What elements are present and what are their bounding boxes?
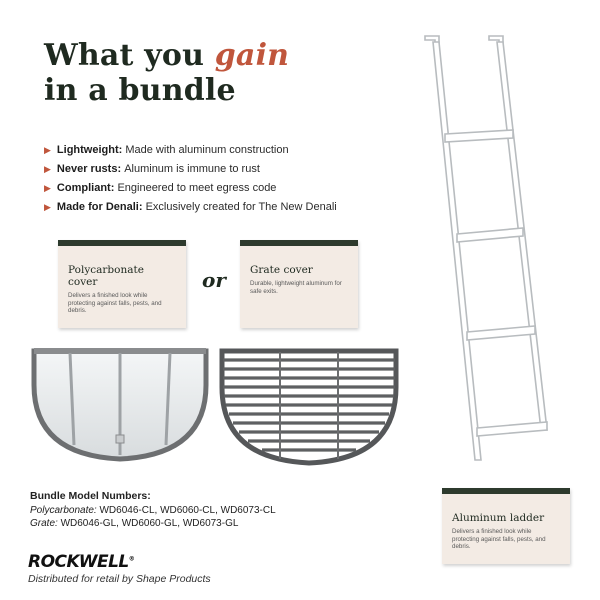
card-title: Grate cover xyxy=(250,264,313,276)
card-title: Aluminum ladder xyxy=(452,512,545,524)
polycarbonate-cover-image xyxy=(30,345,210,465)
benefit-text: Engineered to meet egress code xyxy=(117,182,277,194)
grate-card xyxy=(240,240,358,328)
polycarbonate-card xyxy=(58,240,186,328)
aluminum-ladder-card xyxy=(442,488,570,564)
triangle-bullet-icon: ▶ xyxy=(44,145,51,155)
benefit-text: Exclusively created for The New Denali xyxy=(145,201,337,213)
polycarbonate-models xyxy=(30,504,276,517)
headline-line-2: in a bundle xyxy=(44,73,236,108)
benefit-item xyxy=(44,160,337,179)
benefit-label: Never rusts: xyxy=(56,163,122,175)
headline-prefix: What you xyxy=(44,38,215,73)
card-description: Delivers a finished look while protecting against falls, pests, and debris. xyxy=(68,292,162,315)
benefit-label: Lightweight: xyxy=(56,144,123,156)
logo-text: ROCKWELL xyxy=(28,552,129,572)
benefit-item xyxy=(44,198,337,217)
benefit-text: Aluminum is immune to rust xyxy=(124,163,260,175)
grate-label: Grate: xyxy=(30,518,58,529)
headline-accent: gain xyxy=(214,38,290,73)
benefit-label: Compliant: xyxy=(56,182,115,194)
headline xyxy=(44,38,289,108)
card-title: Polycarbonate cover xyxy=(68,264,144,288)
grate-cover-image xyxy=(218,347,400,467)
aluminum-ladder-image xyxy=(405,30,565,470)
triangle-bullet-icon: ▶ xyxy=(44,202,51,212)
benefit-item xyxy=(44,141,337,160)
polycarbonate-label: Polycarbonate: xyxy=(30,505,97,516)
benefit-text: Made with aluminum construction xyxy=(125,144,289,156)
triangle-bullet-icon: ▶ xyxy=(44,164,51,174)
grate-models xyxy=(30,517,276,530)
benefits-list xyxy=(44,141,337,217)
distributed-by-text: Distributed for retail by Shape Products xyxy=(28,573,211,585)
card-description: Delivers a finished look while protecting against falls, pests, and debris. xyxy=(452,528,546,551)
grate-model-list: WD6046-GL, WD6060-GL, WD6073-GL xyxy=(57,518,239,529)
triangle-bullet-icon: ▶ xyxy=(44,183,51,193)
rockwell-logo xyxy=(28,552,134,572)
bundle-heading: Bundle Model Numbers: xyxy=(30,490,151,502)
headline-line-1 xyxy=(44,38,289,73)
or-separator: or xyxy=(202,268,226,292)
registered-mark: ® xyxy=(128,555,135,563)
benefit-item xyxy=(44,179,337,198)
card-description: Durable, lightweight aluminum for safe exits. xyxy=(250,280,342,295)
bundle-model-numbers xyxy=(30,490,276,530)
benefit-label: Made for Denali: xyxy=(56,201,143,213)
polycarbonate-model-list: WD6046-CL, WD6060-CL, WD6073-CL xyxy=(96,505,276,516)
